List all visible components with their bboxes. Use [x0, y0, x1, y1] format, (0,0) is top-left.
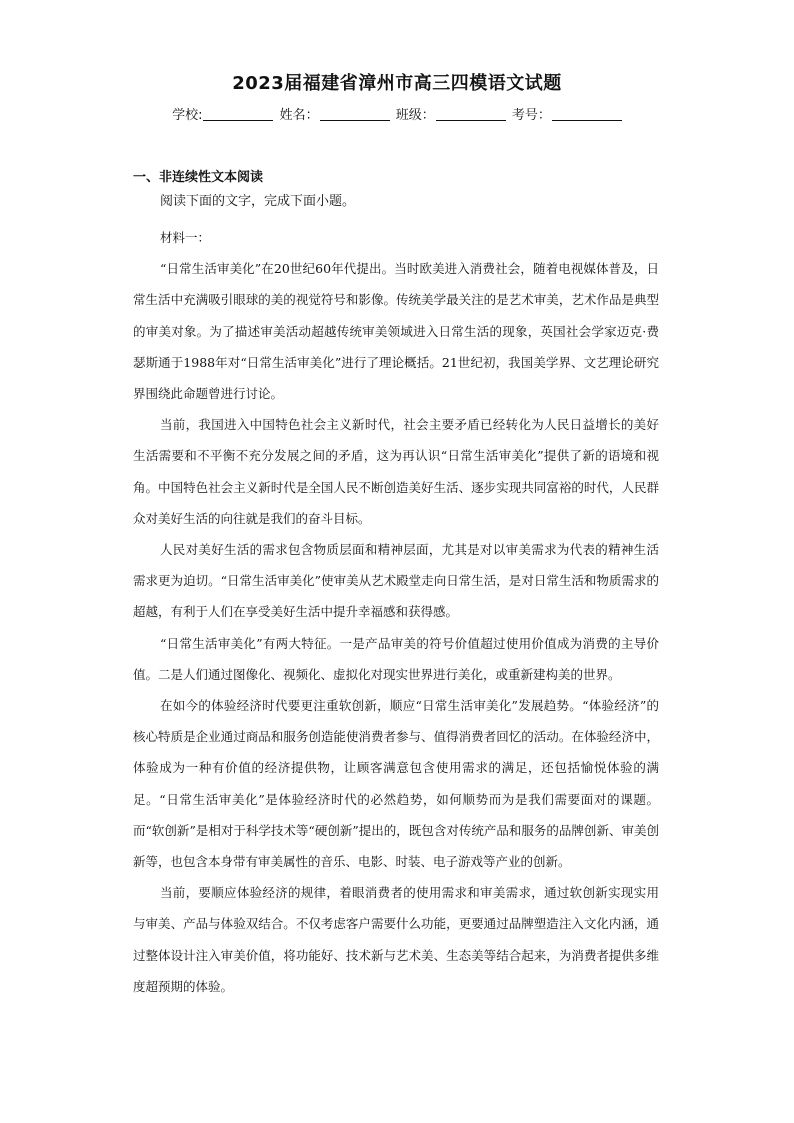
student-info-line	[0, 104, 794, 123]
paragraph: 当前，我国进入中国特色社会主义新时代，社会主要矛盾已经转化为人民日益增长的美好生活需要和不平衡不充分发展之间的矛盾，这为再认识“日常生活审美化”提供了新的语境和视角。中国特色社会主义新时代是全国人民不断创造美好生活、逐步实现共同富裕的时代，人民群众对美好生活的向往就是我们的奋斗目标。	[133, 417, 659, 526]
paragraph: “日常生活审美化”有两大特征。一是产品审美的符号价值超过使用价值成为消费的主导价值。二是人们通过图像化、视频化、虚拟化对现实世界进行美化，或重新建构美的世界。	[133, 635, 659, 682]
document-title: 2023届福建省漳州市高三四模语文试题	[232, 73, 562, 94]
name-blank[interactable]	[320, 108, 390, 121]
paragraph: “日常生活审美化”在20世纪60年代提出。当时欧美进入消费社会，随着电视媒体普及，日常生活中充满吸引眼球的美的视觉符号和影像。传统美学最关注的是艺术审美，艺术作品是典型的审美对象。为了描述审美活动超越传统审美领域进入日常生活的现象，英国社会学家迈克·费瑟斯通于1988年对“日常生活审美化”进行了理论概括。21世纪初，我国美学界、文艺理论研究界围绕此命题曾进行讨论。	[133, 261, 659, 402]
exam-number-field	[512, 104, 622, 123]
school-field	[172, 104, 273, 123]
name-label: 姓名：	[279, 108, 319, 123]
passage-body	[133, 222, 659, 1002]
paragraph: 人民对美好生活的需求包含物质层面和精神层面，尤其是对以审美需求为代表的精神生活需求更为迫切。“日常生活审美化”使审美从艺术殿堂走向日常生活，是对日常生活和物质需求的超越，有利于人们在享受美好生活中提升幸福感和获得感。	[133, 542, 659, 620]
material-label: 材料一：	[160, 230, 211, 245]
class-field	[396, 104, 506, 123]
school-blank[interactable]	[203, 108, 273, 121]
section-heading: 一、非连续性文本阅读	[133, 170, 264, 185]
school-label: 学校:	[172, 108, 203, 123]
section-instruction: 阅读下面的文字，完成下面小题。	[160, 194, 356, 209]
class-blank[interactable]	[436, 108, 506, 121]
paragraph: 在如今的体验经济时代要更注重软创新，顺应“日常生活审美化”发展趋势。“体验经济”的核心特质是企业通过商品和服务创造能使消费者参与、值得消费者回忆的活动。在体验经济中，体验成为一种有价值的经济提供物，让顾客满意包含使用需求的满足，还包括愉悦体验的满足。“日常生活审美化”是体验经济时代的必然趋势，如何顺势而为是我们需要面对的课题。而“软创新”是相对于科学技术等“硬创新”提出的，既包含对传统产品和服务的品牌创新、审美创新等，也包含本身带有审美属性的音乐、电影、时装、电子游戏等产业的创新。	[133, 698, 659, 870]
exam-number-label: 考号：	[511, 108, 551, 123]
class-label: 班级：	[395, 108, 435, 123]
paragraph: 当前，要顺应体验经济的规律，着眼消费者的使用需求和审美需求，通过软创新实现实用与审美、产品与体验双结合。不仅考虑客户需要什么功能，更要通过品牌塑造注入文化内涵，通过整体设计注入审美价值，将功能好、技术新与艺术美、生态美等结合起来，为消费者提供多维度超预期的体验。	[133, 885, 659, 994]
exam-number-blank[interactable]	[552, 108, 622, 121]
name-field	[280, 104, 390, 123]
